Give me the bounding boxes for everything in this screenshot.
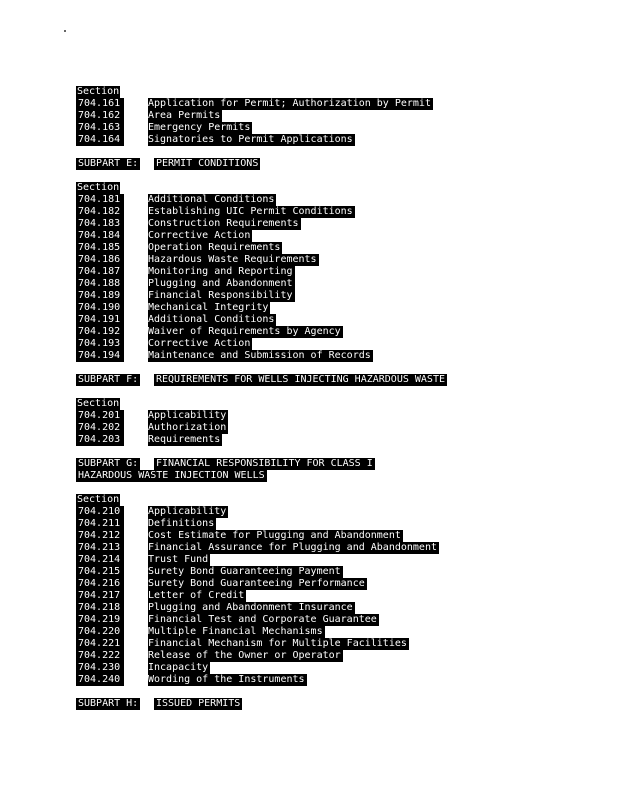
section-title: Additional Conditions	[148, 194, 275, 205]
section-title: Monitoring and Reporting	[148, 266, 293, 277]
list-item	[76, 98, 431, 110]
section-number: 704.230	[76, 662, 124, 674]
section-number: 704.190	[76, 302, 124, 314]
section-number: 704.183	[76, 218, 124, 230]
list-item	[76, 410, 227, 422]
section-title: Plugging and Abandonment	[148, 278, 293, 289]
list-item	[76, 650, 341, 662]
section-title: Incapacity	[148, 662, 209, 673]
section-title: Plugging and Abandonment Insurance	[148, 602, 353, 613]
subpart-title: PERMIT CONDITIONS	[156, 158, 259, 169]
list-item	[76, 614, 377, 626]
section-number: 704.191	[76, 314, 124, 326]
section-title: Cost Estimate for Plugging and Abandonment	[148, 530, 401, 541]
section-title: Emergency Permits	[148, 122, 251, 133]
section-title: Financial Mechanism for Multiple Facilities	[148, 638, 407, 649]
scan-speck	[64, 30, 66, 32]
subpart-id: SUBPART E:	[78, 158, 139, 169]
section-title: Corrective Action	[148, 230, 251, 241]
subpart-title: FINANCIAL RESPONSIBILITY FOR CLASS I	[156, 458, 373, 469]
section-title: Application for Permit; Authorization by Permit	[148, 98, 431, 109]
list-item	[76, 422, 227, 434]
list-item	[76, 662, 209, 674]
subpart-title-continued: HAZARDOUS WASTE INJECTION WELLS	[78, 470, 265, 481]
section-title: Operation Requirements	[148, 242, 281, 253]
section-number: 704.217	[76, 590, 124, 602]
subpart-title: ISSUED PERMITS	[156, 698, 241, 709]
list-item	[76, 434, 221, 446]
list-item	[76, 230, 251, 242]
section-number: 704.214	[76, 554, 124, 566]
list-item	[76, 134, 353, 146]
section-number: 704.218	[76, 602, 124, 614]
section-title: Applicability	[148, 506, 227, 517]
list-item	[76, 194, 275, 206]
section-number: 704.219	[76, 614, 124, 626]
subpart-id: SUBPART H:	[78, 698, 139, 709]
list-item	[76, 290, 293, 302]
section-title: Letter of Credit	[148, 590, 245, 601]
list-item	[76, 122, 251, 134]
section-number: 704.240	[76, 674, 124, 686]
section-title: Establishing UIC Permit Conditions	[148, 206, 353, 217]
section-title: Multiple Financial Mechanisms	[148, 626, 323, 637]
section-title: Financial Test and Corporate Guarantee	[148, 614, 377, 625]
list-item	[76, 110, 221, 122]
section-number: 704.210	[76, 506, 124, 518]
section-title: Corrective Action	[148, 338, 251, 349]
section-number: 704.201	[76, 410, 124, 422]
section-number: 704.162	[76, 110, 124, 122]
section-number: 704.182	[76, 206, 124, 218]
section-number: 704.188	[76, 278, 124, 290]
section-title: Surety Bond Guaranteeing Payment	[148, 566, 341, 577]
subpart-id: SUBPART G:	[78, 458, 139, 469]
list-item	[76, 542, 437, 554]
section-title: Construction Requirements	[148, 218, 299, 229]
section-title: Area Permits	[148, 110, 221, 121]
section-block-permits	[76, 86, 431, 146]
section-number: 704.193	[76, 338, 124, 350]
section-heading: Section	[77, 398, 120, 409]
section-number: 704.164	[76, 134, 124, 146]
section-number: 704.211	[76, 518, 124, 530]
section-title: Applicability	[148, 410, 227, 421]
section-number: 704.213	[76, 542, 124, 554]
section-heading: Section	[77, 494, 120, 505]
section-number: 704.202	[76, 422, 124, 434]
list-item	[76, 506, 227, 518]
section-title: Surety Bond Guaranteeing Performance	[148, 578, 365, 589]
section-number: 704.216	[76, 578, 124, 590]
section-title: Signatories to Permit Applications	[148, 134, 353, 145]
section-number: 704.203	[76, 434, 124, 446]
section-title: Release of the Owner or Operator	[148, 650, 341, 661]
section-number: 704.163	[76, 122, 124, 134]
section-title: Requirements	[148, 434, 221, 445]
section-number: 704.220	[76, 626, 124, 638]
section-number: 704.161	[76, 98, 124, 110]
section-title: Mechanical Integrity	[148, 302, 269, 313]
subpart-id: SUBPART F:	[78, 374, 139, 385]
section-number: 704.187	[76, 266, 124, 278]
section-number: 704.221	[76, 638, 124, 650]
section-heading: Section	[77, 182, 120, 193]
section-block-hazardous-wells	[76, 398, 227, 446]
list-item	[76, 674, 305, 686]
list-item	[76, 206, 353, 218]
section-title: Authorization	[148, 422, 227, 433]
section-title: Waiver of Requirements by Agency	[148, 326, 341, 337]
list-item	[76, 218, 299, 230]
section-number: 704.189	[76, 290, 124, 302]
section-number: 704.222	[76, 650, 124, 662]
list-item	[76, 566, 341, 578]
list-item	[76, 338, 251, 350]
section-title: Hazardous Waste Requirements	[148, 254, 317, 265]
list-item	[76, 314, 275, 326]
section-number: 704.184	[76, 230, 124, 242]
list-item	[76, 326, 341, 338]
section-number: 704.215	[76, 566, 124, 578]
section-title: Wording of the Instruments	[148, 674, 305, 685]
section-title: Maintenance and Submission of Records	[148, 350, 371, 361]
section-number: 704.185	[76, 242, 124, 254]
section-heading: Section	[77, 86, 120, 97]
section-title: Definitions	[148, 518, 215, 529]
list-item	[76, 278, 293, 290]
list-item	[76, 638, 407, 650]
list-item	[76, 266, 293, 278]
section-number: 704.181	[76, 194, 124, 206]
list-item	[76, 530, 401, 542]
section-block-financial	[76, 494, 437, 686]
subpart-title: REQUIREMENTS FOR WELLS INJECTING HAZARDOUS WASTE	[156, 374, 445, 385]
section-title: Additional Conditions	[148, 314, 275, 325]
list-item	[76, 602, 353, 614]
section-title: Financial Responsibility	[148, 290, 293, 301]
list-item	[76, 242, 281, 254]
list-item	[76, 554, 209, 566]
section-number: 704.186	[76, 254, 124, 266]
list-item	[76, 590, 245, 602]
section-title: Financial Assurance for Plugging and Abandonment	[148, 542, 437, 553]
section-number: 704.194	[76, 350, 124, 362]
section-number: 704.192	[76, 326, 124, 338]
list-item	[76, 302, 269, 314]
section-title: Trust Fund	[148, 554, 209, 565]
list-item	[76, 626, 323, 638]
list-item	[76, 254, 317, 266]
list-item	[76, 518, 215, 530]
section-block-conditions	[76, 182, 371, 362]
section-number: 704.212	[76, 530, 124, 542]
list-item	[76, 578, 365, 590]
list-item	[76, 350, 371, 362]
